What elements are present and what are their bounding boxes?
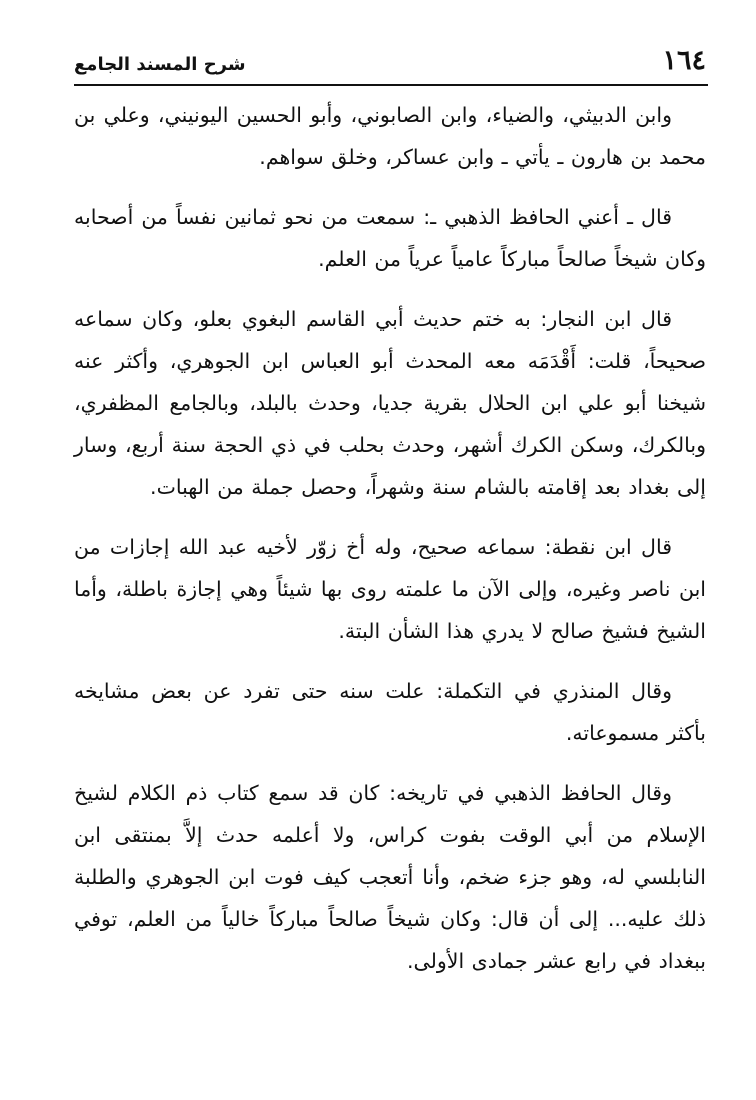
paragraph: وابن الدبيثي، والضياء، وابن الصابوني، وأبو الحسين اليونيني، وعلي بن محمد بن هارون ـ يأتي ـ وابن عساكر، وخلق سواهم. [74,103,706,169]
paragraph: قال ابن النجار: به ختم حديث أبي القاسم البغوي بعلو، وكان سماعه صحيحاً، قلت: أَقْدَمَه معه المحدث أبو العباس ابن الجوهري، وأكثر عنه شيخنا أبو علي ابن الحلال بقرية جديا، وحدث بالبلد، وبالجامع المظفري، وبالكرك، وسكن الكرك أشهر، وحدث بحلب في ذي الحجة سنة أربع، وسار إلى بغداد بعد إقامته بالشام سنة وشهراً، وحصل جملة من الهبات. [74,307,706,499]
running-title: شرح المسند الجامع [74,54,246,75]
paragraph: قال ـ أعني الحافظ الذهبي ـ: سمعت من نحو ثمانين نفساً من أصحابه وكان شيخاً صالحاً مباركاً عامياً عرياً من العلم. [74,205,706,271]
header-divider [74,84,708,86]
page-header [74,44,706,82]
paragraph: قال ابن نقطة: سماعه صحيح، وله أخ زوّر لأخيه عبد الله إجازات من ابن ناصر وغيره، وإلى الآن ما علمته روى بها شيئاً وهي إجازة باطلة، وأما الشيخ فشيخ صالح لا يدري هذا الشأن البتة. [74,535,706,643]
body-text [74,94,706,982]
paragraph: وقال المنذري في التكملة: علت سنه حتى تفرد عن بعض مشايخه بأكثر مسموعاته. [74,679,706,745]
page-number: ١٦٤ [662,45,706,76]
paragraph: وقال الحافظ الذهبي في تاريخه: كان قد سمع كتاب ذم الكلام لشيخ الإسلام من أبي الوقت بفوت كراس، ولا أعلمه حدث إلاَّ بمنتقى ابن النابلسي له، وهو جزء ضخم، وأنا أتعجب كيف فوت ابن الجوهري والطلبة ذلك عليه... إلى أن قال: وكان شيخاً صالحاً مباركاً خالياً من العلم، توفي ببغداد في رابع عشر جمادى الأولى. [74,781,706,973]
